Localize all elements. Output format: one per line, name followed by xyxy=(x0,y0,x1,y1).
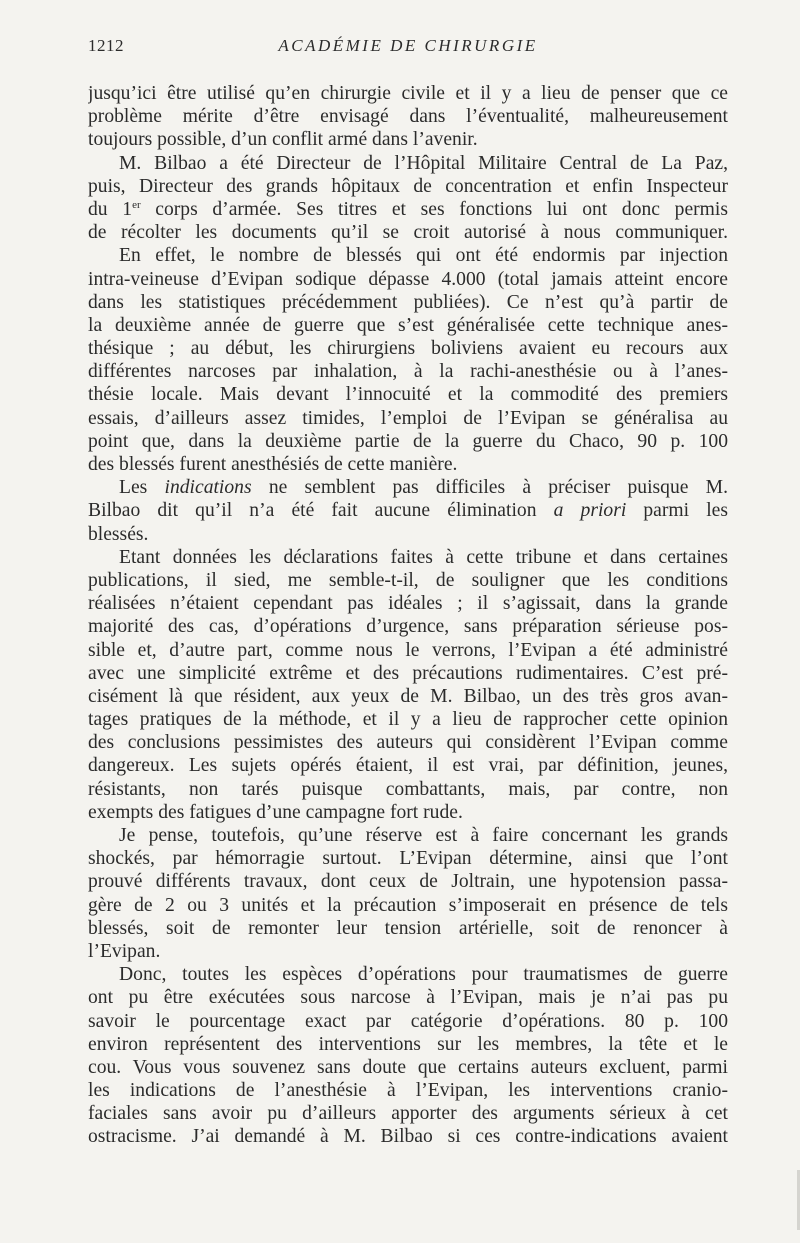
text-line: cou. Vous vous souvenez sans doute que certains auteurs excluent, parmi xyxy=(88,1056,728,1078)
text-line: ostracisme. J’ai demandé à M. Bilbao si ces contre-indications avaient xyxy=(88,1126,728,1148)
italic-term: a priori xyxy=(553,500,627,522)
text-line: la deuxième année de guerre que s’est généralisée cette technique anes- xyxy=(88,314,728,336)
text-fragment: corps d’armée. Ses titres et ses fonctions lui ont donc permis xyxy=(140,198,728,220)
text-line: Donc, toutes les espèces d’opérations pour traumatismes de guerre xyxy=(119,964,728,986)
text-line: majorité des cas, d’opérations d’urgence, sans préparation sérieuse pos- xyxy=(88,616,728,638)
italic-term: indications xyxy=(164,477,252,499)
text-line: savoir le pourcentage exact par catégorie d’opérations. 80 p. 100 xyxy=(88,1010,728,1032)
text-line: ont pu être exécutées sous narcose à l’Evipan, mais je n’ai pas pu xyxy=(88,987,728,1009)
text-line: exempts des fatigues d’une campagne fort rude. xyxy=(88,801,463,823)
page-number: 1212 xyxy=(88,36,124,55)
text-line: les indications de l’anesthésie à l’Evipan, les interventions cranio- xyxy=(88,1080,728,1102)
text-line: En effet, le nombre de blessés qui ont été endormis par injection xyxy=(119,245,728,267)
text-line: puis, Directeur des grands hôpitaux de concentration et enfin Inspecteur xyxy=(88,175,728,197)
text-line: gère de 2 ou 3 unités et la précaution s’imposerait en présence de tels xyxy=(88,894,728,916)
text-fragment: Les xyxy=(119,477,165,499)
text-line: réalisées n’étaient cependant pas idéales ; il s’agissait, dans la grande xyxy=(88,593,728,615)
text-fragment: parmi les xyxy=(626,500,728,522)
text-line: avec une simplicité extrême et des précautions rudimentaires. C’est pré- xyxy=(88,662,728,684)
text-line: dangereux. Les sujets opérés étaient, il est vrai, par définition, jeunes, xyxy=(88,755,728,777)
text-line: toujours possible, d’un conflit armé dans l’avenir. xyxy=(88,129,478,151)
body-text xyxy=(88,82,728,1149)
text-line: thésie locale. Mais devant l’innocuité et la commodité des premiers xyxy=(88,384,728,406)
text-line: prouvé différents travaux, dont ceux de Joltrain, une hypotension passa- xyxy=(88,871,728,893)
text-line: thésique ; au début, les chirurgiens boliviens avaient eu recours aux xyxy=(88,338,728,360)
text-line: différentes narcoses par inhalation, à la rachi-anesthésie ou à l’anes- xyxy=(88,361,728,383)
text-line: point que, dans la deuxième partie de la guerre du Chaco, 90 p. 100 xyxy=(88,430,728,452)
text-line: des blessés furent anesthésiés de cette manière. xyxy=(88,454,458,475)
text-fragment: Bilbao dit qu’il n’a été fait aucune élimination xyxy=(88,500,554,522)
ordinal-superscript: er xyxy=(132,198,141,211)
text-line xyxy=(88,476,728,499)
running-head xyxy=(88,36,728,58)
text-line: blessés, soit de remonter leur tension artérielle, soit de renoncer à xyxy=(88,917,728,939)
text-line: environ représentent des interventions sur les membres, la tête et le xyxy=(88,1033,728,1055)
text-line: de récolter les documents qu’il se croit autorisé à nous communiquer. xyxy=(88,222,728,244)
text-line: des conclusions pessimistes des auteurs qui considèrent l’Evipan comme xyxy=(88,732,728,754)
text-line: dans les statistiques précédemment publiées). Ce n’est qu’à partir de xyxy=(88,291,728,313)
text-line: shockés, par hémorragie surtout. L’Evipan détermine, ainsi que l’ont xyxy=(88,848,728,870)
journal-title: ACADÉMIE DE CHIRURGIE xyxy=(278,36,538,55)
text-line: problème mérite d’être envisagé dans l’éventualité, malheureusement xyxy=(88,106,728,128)
text-line: essais, d’ailleurs assez timides, l’emploi de l’Evipan se généralisa au xyxy=(88,407,728,429)
text-line: Etant données les déclarations faites à cette tribune et dans certaines xyxy=(119,546,728,568)
text-line: jusqu’ici être utilisé qu’en chirurgie civile et il y a lieu de penser que ce xyxy=(88,83,728,104)
text-line: sible et, d’autre part, comme nous le verrons, l’Evipan a été administré xyxy=(88,639,728,661)
text-line: l’Evipan. xyxy=(88,940,161,962)
text-line: résistants, non tarés puisque combattants, mais, par contre, non xyxy=(88,778,728,800)
text-line: cisément là que résident, aux yeux de M. Bilbao, un des très gros avan- xyxy=(88,685,728,707)
text-fragment: ne semblent pas difficiles à préciser puisque M. xyxy=(251,477,728,499)
text-line xyxy=(88,198,728,221)
text-fragment: du 1 xyxy=(88,198,133,220)
text-line: publications, il sied, me semble-t-il, de souligner que les conditions xyxy=(88,569,728,591)
text-line: faciales sans avoir pu d’ailleurs apporter des arguments sérieux à cet xyxy=(88,1103,728,1125)
text-line: blessés. xyxy=(88,523,149,545)
text-line: M. Bilbao a été Directeur de l’Hôpital Militaire Central de La Paz, xyxy=(119,152,728,174)
text-line: intra-veineuse d’Evipan sodique dépasse 4.000 (total jamais atteint encore xyxy=(88,268,728,290)
text-line xyxy=(88,499,728,522)
text-line: tages pratiques de la méthode, et il y a lieu de rapprocher cette opinion xyxy=(88,709,728,731)
text-line: Je pense, toutefois, qu’une réserve est à faire concernant les grands xyxy=(119,825,728,846)
